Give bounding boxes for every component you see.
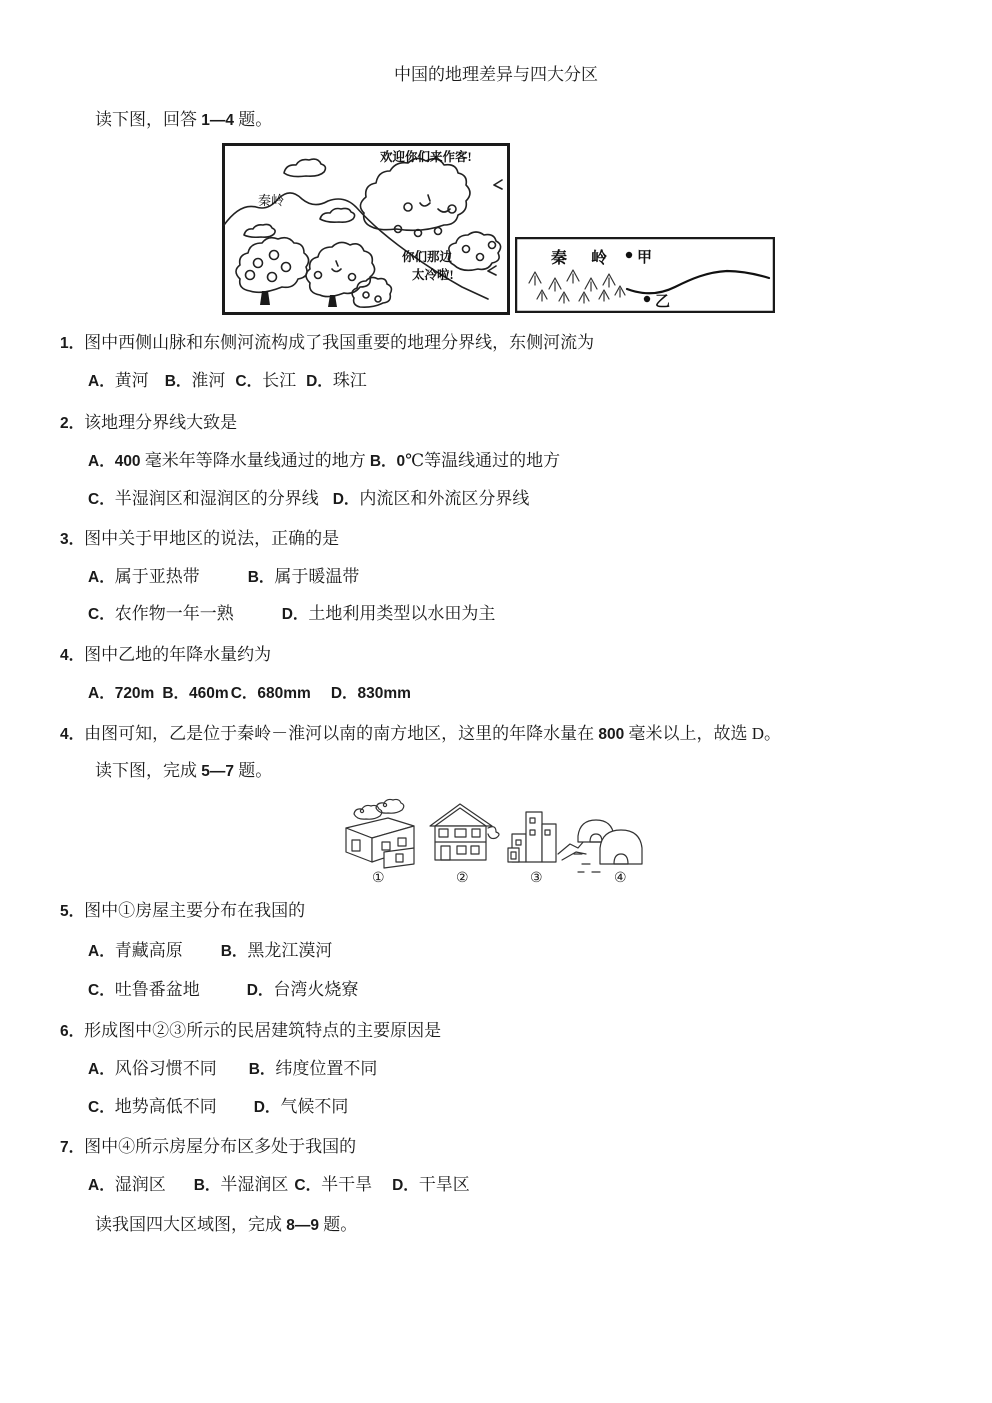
question-4-options	[88, 682, 411, 703]
outro-post: 题。	[319, 1215, 358, 1234]
expl-number: 4．	[60, 726, 85, 743]
q2-option-d-letter: D．	[332, 491, 360, 508]
q3-text: 图中关于甲地区的说法，正确的是	[84, 529, 340, 548]
q6-text: 形成图中②③所示的民居建筑特点的主要原因是	[84, 1021, 442, 1040]
q4-option-d-letter: D．830mm	[330, 685, 411, 702]
q6-option-c	[88, 1096, 217, 1117]
dwelling-3-label: ③	[530, 871, 543, 886]
figure-qinling-cartoon	[222, 143, 510, 315]
big-tree-canopy	[360, 158, 470, 230]
q1-option-c-letter: C．	[235, 373, 263, 390]
q6-option-a-letter: A．	[88, 1061, 115, 1078]
expl-text-1: 由图可知，乙是位于秦岭－淮河以南的南方地区，这里的年降水量在	[84, 724, 599, 743]
page-title: 中国的地理差异与四大分区	[394, 65, 598, 84]
intro-1-post: 题。	[234, 110, 273, 129]
speech-top: 欢迎你们来作客!	[380, 150, 472, 164]
q4-option-c-letter: C．680mm	[230, 685, 311, 702]
question-2-options-row2	[88, 488, 529, 509]
q7-option-b-text: 半湿润区	[220, 1175, 289, 1194]
q5-option-a-text: 青藏高原	[114, 941, 183, 960]
q2-option-c-letter: C．	[88, 491, 115, 508]
q4-text: 图中乙地的年降水量约为	[84, 645, 272, 664]
q5-text: 图中①房屋主要分布在我国的	[84, 901, 306, 920]
q1-option-d-text: 珠江	[332, 371, 367, 390]
q2-option-b-text: ℃等温线通过的地方	[405, 451, 561, 470]
fruit-icon	[246, 271, 255, 280]
cloud-icon	[320, 208, 355, 222]
q1-number: 1．	[60, 335, 85, 352]
q1-option-d-letter: D．	[306, 373, 333, 390]
fruit-icon	[254, 259, 263, 268]
q6-option-d-text: 气候不同	[280, 1097, 349, 1116]
point-jia-label: 甲	[637, 250, 653, 266]
intro-2-pre: 读下图，完成	[95, 761, 202, 780]
outro-line	[95, 1214, 357, 1235]
question-4-stem	[60, 644, 271, 665]
fruit-icon	[435, 228, 442, 235]
q1-option-d	[306, 370, 367, 391]
fruit-icon	[489, 242, 496, 249]
q1-text: 图中西侧山脉和东侧河流构成了我国重要的地理分界线，东侧河流为	[84, 333, 595, 352]
expl-value-800: 800	[598, 726, 625, 743]
q6-option-a	[88, 1058, 217, 1079]
fruit-icon	[375, 296, 381, 302]
q5-option-a	[88, 940, 183, 961]
q3-option-c-text: 农作物一年一熟	[114, 604, 234, 623]
q5-option-b-letter: B．	[220, 943, 248, 960]
q1-option-b-letter: B．	[164, 373, 192, 390]
q2-number: 2．	[60, 415, 85, 432]
q1-option-a-letter: A．	[88, 373, 115, 390]
q4-option-a	[88, 682, 154, 703]
q7-option-d-text: 干旱区	[418, 1175, 470, 1194]
q7-option-a-text: 湿润区	[114, 1175, 166, 1194]
question-2-stem	[60, 412, 237, 433]
cloud-icon	[244, 224, 275, 237]
q1-option-b	[165, 370, 226, 391]
q3-option-c	[88, 603, 234, 624]
point-yi-dot	[644, 296, 650, 302]
intro-1-range: 1—4	[201, 112, 234, 129]
tree-face	[420, 195, 450, 212]
q1-option-a	[88, 370, 149, 391]
q6-option-b	[249, 1058, 378, 1079]
q7-option-c	[294, 1174, 372, 1195]
cloud-icon	[284, 159, 325, 176]
q6-number: 6．	[60, 1023, 85, 1040]
q1-option-a-text: 黄河	[114, 371, 149, 390]
q1-option-b-text: 淮河	[191, 371, 226, 390]
q6-option-d-letter: D．	[253, 1099, 281, 1116]
point-yi-label: 乙	[655, 294, 671, 310]
fruit-icon	[270, 251, 279, 260]
q5-option-c-letter: C．	[88, 982, 115, 999]
fruit-icon	[315, 272, 322, 279]
figure-dwellings	[338, 796, 650, 886]
tree-face	[332, 261, 341, 272]
q4-option-d	[331, 682, 411, 703]
outro-pre: 读我国四大区域图，完成	[95, 1215, 287, 1234]
fruit-icon	[477, 254, 484, 261]
q1-option-c	[235, 370, 296, 391]
q7-option-a	[88, 1174, 166, 1195]
q3-option-a-text: 属于亚热带	[114, 567, 200, 586]
q7-option-a-letter: A．	[88, 1177, 115, 1194]
question-3-stem	[60, 528, 339, 549]
dwelling-4-yurts	[574, 820, 642, 872]
dwelling-2-pitched-roof-house	[430, 804, 499, 860]
q2-option-b-letter: B．0	[369, 453, 406, 470]
q3-option-b-letter: B．	[247, 569, 275, 586]
fruit-icon	[404, 203, 412, 211]
q6-option-c-letter: C．	[88, 1099, 115, 1116]
q5-option-a-letter: A．	[88, 943, 115, 960]
small-tree-canopy	[449, 232, 501, 270]
q5-option-d-letter: D．	[246, 982, 274, 999]
q7-number: 7．	[60, 1139, 85, 1156]
fruit-icon	[349, 274, 356, 281]
question-6-options-row1	[88, 1058, 377, 1079]
question-5-stem	[60, 900, 305, 921]
q3-option-c-letter: C．	[88, 606, 115, 623]
q6-option-c-text: 地势高低不同	[114, 1097, 217, 1116]
q6-option-b-letter: B．	[248, 1061, 276, 1078]
intro-line-2	[95, 760, 272, 781]
q5-option-b-text: 黑龙江漠河	[247, 941, 333, 960]
intro-1-pre: 读下图，回答	[95, 110, 202, 129]
q5-option-d	[247, 979, 359, 1000]
speech-bottom-line1: 你们那边	[402, 250, 453, 264]
q2-option-a	[88, 450, 366, 471]
q3-option-d-letter: D．	[281, 606, 309, 623]
point-jia-dot	[626, 252, 632, 258]
question-3-options-row1	[88, 566, 359, 587]
q7-option-c-letter: C．	[294, 1177, 322, 1194]
q4-option-b	[162, 682, 228, 703]
question-6-stem	[60, 1020, 441, 1041]
tree-trunk	[260, 291, 270, 305]
orchard-tree-canopy	[236, 238, 309, 293]
question-7-stem	[60, 1136, 356, 1157]
dwelling-2-label: ②	[456, 871, 469, 886]
q3-option-a-letter: A．	[88, 569, 115, 586]
map-qinling-label: 秦 岭	[551, 250, 618, 267]
bush-canopy	[352, 277, 391, 307]
fruit-icon	[463, 246, 470, 253]
speech-bottom-line2: 太冷啦!	[412, 268, 454, 282]
dwelling-1-flat-roof-house	[346, 799, 414, 868]
qinling-label: 秦岭	[258, 193, 285, 208]
answer-explanation	[60, 723, 781, 744]
q2-option-a-letter: A．400	[88, 453, 141, 470]
question-1-options	[88, 370, 367, 391]
q4-option-b-letter: B．460m	[162, 685, 229, 702]
q7-option-b	[194, 1174, 289, 1195]
fruit-icon	[363, 292, 369, 298]
intro-2-post: 题。	[234, 761, 273, 780]
q6-option-b-text: 纬度位置不同	[275, 1059, 378, 1078]
q2-text: 该地理分界线大致是	[84, 413, 238, 432]
q3-option-d-text: 土地利用类型以水田为主	[308, 604, 496, 623]
expl-text-2: 毫米以上，故选 D。	[624, 724, 782, 743]
question-5-options-row1	[88, 940, 332, 961]
q7-text: 图中④所示房屋分布区多处于我国的	[84, 1137, 357, 1156]
q4-number: 4．	[60, 647, 85, 664]
fruit-icon	[282, 263, 291, 272]
figure-qinling-map	[515, 237, 775, 313]
bird-icon	[488, 180, 502, 275]
q3-option-d	[282, 603, 496, 624]
q5-option-c-text: 吐鲁番盆地	[114, 980, 200, 999]
question-7-options	[88, 1174, 470, 1195]
mountain-symbols	[529, 270, 625, 303]
q6-option-d	[254, 1096, 349, 1117]
q2-option-c-text: 半湿润区和湿润区的分界线	[114, 489, 319, 508]
q3-option-b-text: 属于暖温带	[274, 567, 360, 586]
intro-2-range: 5—7	[201, 763, 234, 780]
q2-option-b	[370, 450, 560, 471]
river-line	[627, 271, 769, 293]
q2-option-d-text: 内流区和外流区分界线	[359, 489, 530, 508]
q5-number: 5．	[60, 903, 85, 920]
q3-option-a	[88, 566, 200, 587]
q3-number: 3．	[60, 531, 85, 548]
q5-option-b	[221, 940, 333, 961]
q6-option-a-text: 风俗习惯不同	[114, 1059, 217, 1078]
q7-option-d-letter: D．	[392, 1177, 419, 1194]
question-1-stem	[60, 332, 594, 353]
q5-option-d-text: 台湾火烧寮	[273, 980, 359, 999]
q7-option-b-letter: B．	[193, 1177, 221, 1194]
q4-option-c	[231, 682, 311, 703]
q2-option-a-text: 毫米年等降水量线通过的地方	[140, 451, 366, 470]
q2-option-c	[88, 488, 319, 509]
question-3-options-row2	[88, 603, 495, 624]
q1-option-c-text: 长江	[262, 371, 297, 390]
dwelling-4-label: ④	[614, 871, 627, 886]
q2-option-d	[333, 488, 530, 509]
dwelling-1-label: ①	[372, 871, 385, 886]
fruit-icon	[268, 273, 277, 282]
question-6-options-row2	[88, 1096, 348, 1117]
q7-option-c-text: 半干旱	[321, 1175, 373, 1194]
intro-line-1	[95, 109, 272, 130]
question-2-options-row1	[88, 450, 560, 471]
q4-option-a-letter: A．720m	[88, 685, 155, 702]
question-5-options-row2	[88, 979, 358, 1000]
q5-option-c	[88, 979, 200, 1000]
outro-range: 8—9	[286, 1217, 319, 1234]
q7-option-d	[392, 1174, 470, 1195]
q3-option-b	[248, 566, 360, 587]
